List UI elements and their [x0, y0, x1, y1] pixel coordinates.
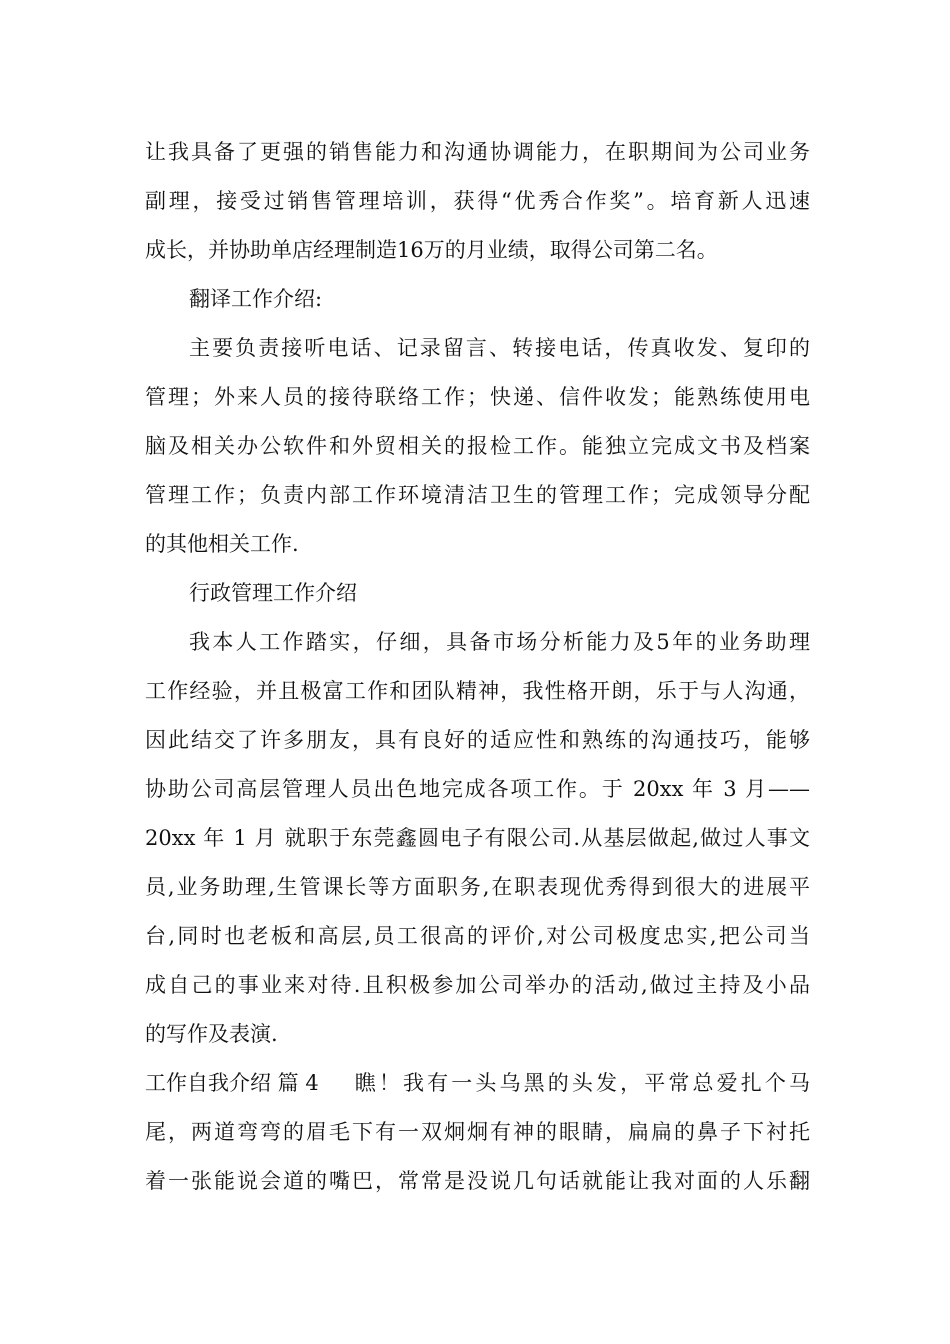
text-line: 20xx 年 1 月 就职于东莞鑫圆电子有限公司.从基层做起,做过人事文	[145, 826, 810, 850]
text-line: 行政管理工作介绍	[189, 581, 357, 605]
text-line: 成自己的事业来对待.且积极参加公司举办的活动,做过主持及小品	[145, 973, 810, 997]
section-self-introduction-4	[145, 1059, 810, 1206]
section-heading-row	[145, 1059, 810, 1108]
text-line: 台,同时也老板和高层,员工很高的评价,对公司极度忠实,把公司当	[145, 924, 810, 948]
text-line: 着一张能说会道的嘴巴，常常是没说几句话就能让我对面的人乐翻	[145, 1169, 810, 1193]
paragraph-administration-experience	[145, 618, 810, 1059]
subheading-translation	[145, 275, 810, 324]
text-line: 管理工作；负责内部工作环境清洁卫生的管理工作；完成领导分配	[145, 483, 810, 507]
text-line: 脑及相关办公软件和外贸相关的报检工作。能独立完成文书及档案	[145, 434, 810, 458]
text-line: 主要负责接听电话、记录留言、转接电话，传真收发、复印的	[189, 336, 810, 360]
text-line: 成长，并协助单店经理制造16万的月业绩，取得公司第二名。	[145, 238, 718, 262]
subheading-administration	[145, 569, 810, 618]
text-line: 因此结交了许多朋友，具有良好的适应性和熟练的沟通技巧，能够	[145, 728, 810, 752]
text-line: 我本人工作踏实，仔细，具备市场分析能力及5年的业务助理	[189, 630, 810, 654]
text-line: 管理；外来人员的接待联络工作；快递、信件收发；能熟练使用电	[145, 385, 810, 409]
text-line: 的写作及表演.	[145, 1022, 278, 1046]
paragraph-sales-experience	[145, 128, 810, 275]
section-title: 工作自我介绍 篇 4	[145, 1071, 319, 1095]
text-line: 工作经验，并且极富工作和团队精神，我性格开朗，乐于与人沟通，	[145, 679, 810, 703]
text-line: 协助公司高层管理人员出色地完成各项工作。于 20xx 年 3 月——	[145, 777, 810, 801]
text-line: 的其他相关工作.	[145, 532, 299, 556]
text-line: 翻译工作介绍:	[189, 287, 323, 311]
paragraph-translation-duties	[145, 324, 810, 569]
text-line: 员,业务助理,生管课长等方面职务,在职表现优秀得到很大的进展平	[145, 875, 810, 899]
text-line: 让我具备了更强的销售能力和沟通协调能力，在职期间为公司业务	[145, 140, 810, 164]
text-line: 瞧！我有一头乌黑的头发，平常总爱扎个马	[354, 1071, 810, 1095]
text-line: 副理，接受过销售管理培训，获得“优秀合作奖”。培育新人迅速	[145, 189, 810, 213]
text-line: 尾，两道弯弯的眉毛下有一双炯炯有神的眼睛，扁扁的鼻子下衬托	[145, 1120, 810, 1144]
document-body	[145, 128, 810, 1206]
